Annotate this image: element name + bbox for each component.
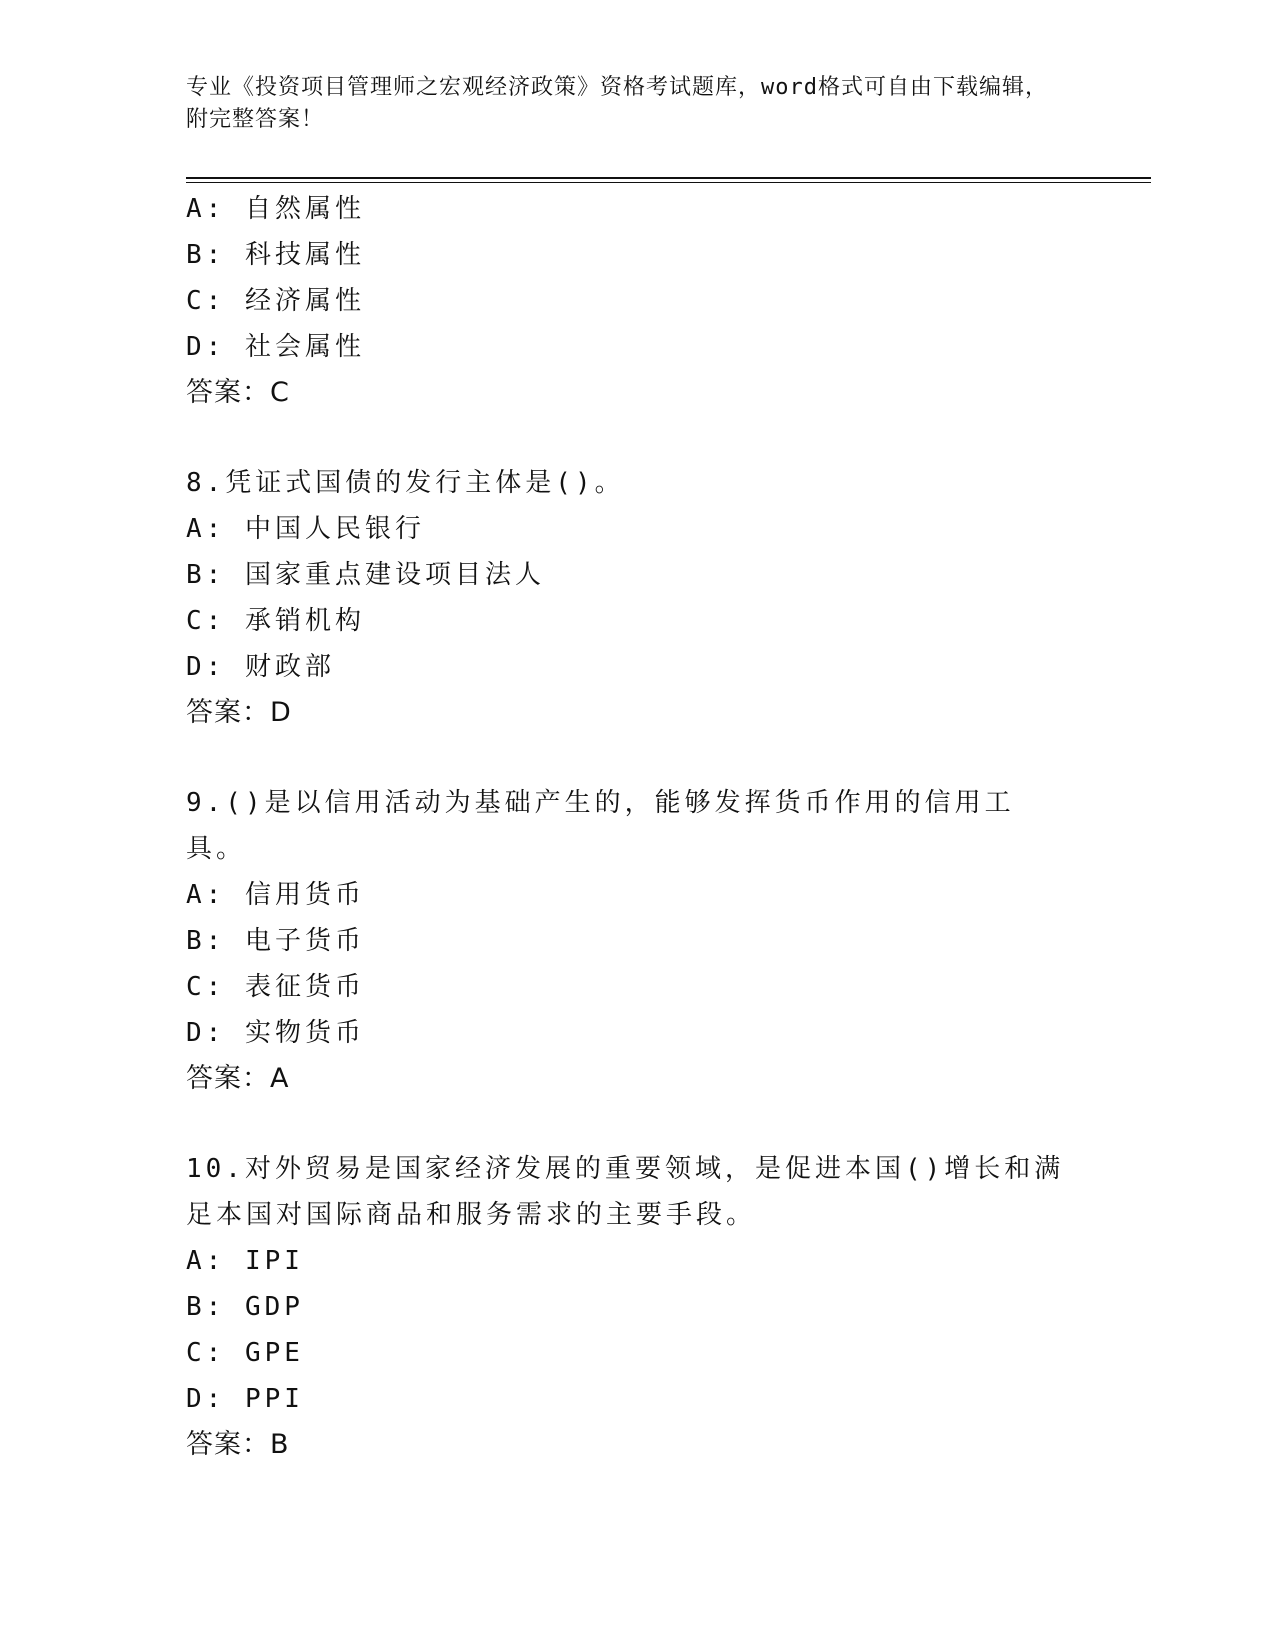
question-text: 8.凭证式国债的发行主体是()。 (186, 468, 625, 498)
answer-line: 答案：A (186, 1063, 290, 1094)
question-text: 9.()是以信用活动为基础产生的，能够发挥货币作用的信用工具。 (186, 788, 1015, 864)
option-c: C: 承销机构 (186, 606, 365, 636)
answer-line: 答案：D (186, 697, 292, 728)
question-9 (186, 780, 1086, 1102)
option-d: D: 实物货币 (186, 1018, 365, 1048)
option-b: B: 国家重点建设项目法人 (186, 560, 545, 590)
header-divider-thin (186, 182, 1151, 183)
option-c: C: 表征货币 (186, 972, 365, 1002)
question-list (186, 186, 1086, 1468)
option-d: D: PPI (186, 1384, 304, 1414)
question-10 (186, 1146, 1086, 1468)
option-c: C: 经济属性 (186, 286, 365, 316)
answer-line: 答案：B (186, 1429, 290, 1460)
spacer (186, 416, 1086, 460)
question-7 (186, 186, 1086, 416)
option-a: A: 信用货币 (186, 880, 365, 910)
option-b: B: 电子货币 (186, 926, 365, 956)
document-header: 专业《投资项目管理师之宏观经济政策》资格考试题库，word格式可自由下载编辑，附完整答案！ (186, 75, 1048, 132)
option-b: B: GDP (186, 1292, 304, 1322)
option-a: A: 中国人民银行 (186, 514, 425, 544)
option-d: D: 社会属性 (186, 332, 365, 362)
option-a: A: IPI (186, 1246, 304, 1276)
question-8 (186, 460, 1086, 736)
header-divider (186, 177, 1151, 179)
spacer (186, 1102, 1086, 1146)
option-d: D: 财政部 (186, 652, 335, 682)
option-c: C: GPE (186, 1338, 304, 1368)
option-b: B: 科技属性 (186, 240, 365, 270)
answer-line: 答案：C (186, 377, 290, 408)
spacer (186, 736, 1086, 780)
option-a: A: 自然属性 (186, 194, 365, 224)
question-text: 10.对外贸易是国家经济发展的重要领域，是促进本国()增长和满足本国对国际商品和服务需求的主要手段。 (186, 1154, 1065, 1230)
